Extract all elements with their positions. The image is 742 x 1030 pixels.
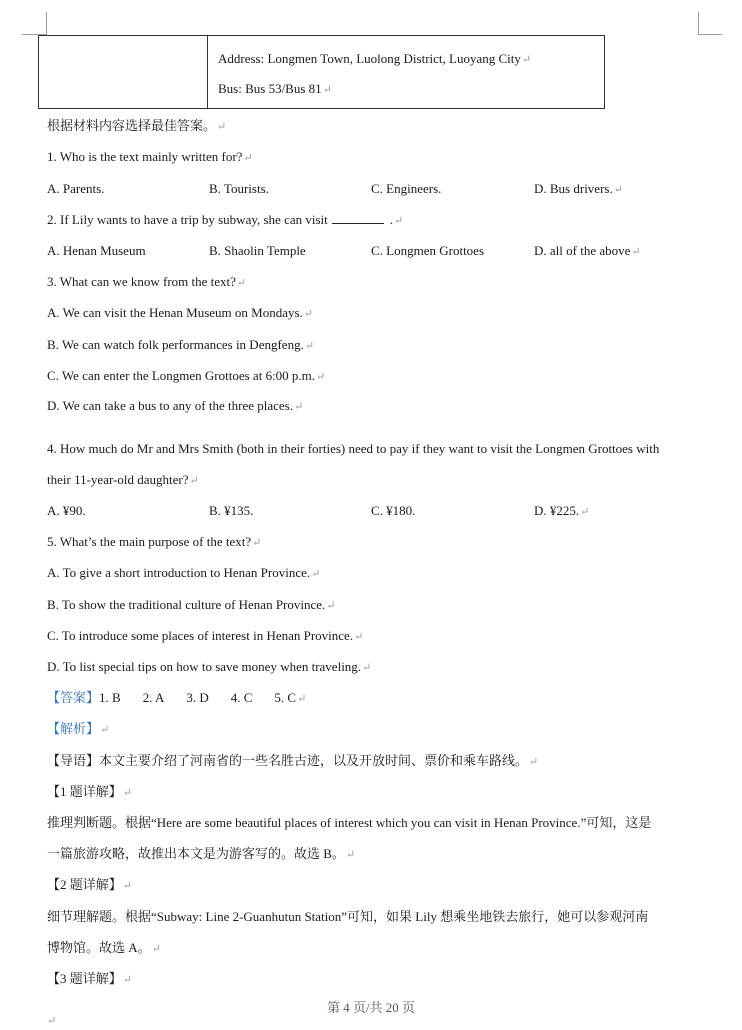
question-3-option-a: A. We can visit the Henan Museum on Mondays.↵ <box>47 305 314 320</box>
question-3-stem: 3. What can we know from the text?↵ <box>47 274 247 289</box>
question-5-option-b: B. To show the traditional culture of Henan Province.↵ <box>47 597 336 612</box>
question-4-option-b: B. ¥135. <box>209 503 254 518</box>
crop-mark-top-left-vertical <box>46 12 47 34</box>
analysis-tag: 【解析】↵ <box>47 721 110 736</box>
question-2-option-c: C. Longmen Grottoes <box>371 243 485 258</box>
question-5-option-c: C. To introduce some places of interest in Henan Province.↵ <box>47 628 364 643</box>
instruction: 根据材料内容选择最佳答案。↵ <box>47 118 227 133</box>
question-2-option-d: D. all of the above↵ <box>534 243 641 258</box>
table-address: Address: Longmen Town, Luolong District, Luoyang City <box>218 51 521 66</box>
question-1-option-c: C. Engineers. <box>371 181 442 196</box>
question-2-stem: 2. If Lily wants to have a trip by subway, she can visit .↵ <box>47 212 404 227</box>
answer-tag: 【答案】 <box>47 690 100 705</box>
question-1-option-d: D. Bus drivers.↵ <box>534 181 623 196</box>
analysis-q1-line-2: 一篇旅游攻略，故推出本文是为游客写的。故选 B。↵ <box>47 846 356 861</box>
question-2-option-b: B. Shaolin Temple <box>209 243 306 258</box>
question-2-option-a: A. Henan Museum <box>47 243 146 258</box>
paragraph-mark-icon: ↵ <box>521 54 532 66</box>
answer-item: 3. D <box>186 690 209 705</box>
page-footer: 第 4 页/共 20 页 <box>326 1000 416 1015</box>
analysis-q2-line-2: 博物馆。故选 A。↵ <box>47 940 161 955</box>
answer-item: 4. C <box>230 690 253 705</box>
analysis-q2-line-1: 细节理解题。根据“Subway: Line 2-Guanhutun Station”可知，如果 Lily 想乘坐地铁去旅行，她可以参观河南 <box>47 909 649 924</box>
analysis-q2-title: 【2 题详解】↵ <box>47 877 132 892</box>
question-3-option-d: D. We can take a bus to any of the three places.↵ <box>47 398 304 413</box>
question-5-option-a: A. To give a short introduction to Henan Province.↵ <box>47 565 321 580</box>
info-table <box>38 35 605 109</box>
answer-item: 2. A <box>142 690 165 705</box>
table-bus: Bus: Bus 53/Bus 81 <box>218 81 322 96</box>
question-4-option-d: D. ¥225.↵ <box>534 503 590 518</box>
question-5-option-d: D. To list special tips on how to save money when traveling.↵ <box>47 659 372 674</box>
analysis-q3-title: 【3 题详解】↵ <box>47 971 132 986</box>
question-4-stem-line-1: 4. How much do Mr and Mrs Smith (both in their forties) need to pay if they want to visit the Longmen Grottoes with <box>47 441 660 456</box>
question-3-option-c: C. We can enter the Longmen Grottoes at 6:00 p.m.↵ <box>47 368 326 383</box>
table-cell-empty <box>39 36 208 109</box>
answer-line: 【答案】1. B 2. A 3. D 4. C 5. C↵ <box>47 690 307 705</box>
question-4-option-c: C. ¥180. <box>371 503 416 518</box>
paragraph-mark-icon: ↵ <box>322 84 332 96</box>
answer-blank <box>332 211 384 224</box>
analysis-q1-line-1: 推理判断题。根据“Here are some beautiful places of interest which you can visit in Henan Province.”可知，这是 <box>47 815 652 830</box>
question-5-stem: 5. What’s the main purpose of the text?↵ <box>47 534 262 549</box>
question-1-option-b: B. Tourists. <box>209 181 269 196</box>
crop-mark-top-right-vertical <box>698 12 699 34</box>
analysis-guide: 【导语】本文主要介绍了河南省的一些名胜古迹，以及开放时间、票价和乘车路线。↵ <box>47 753 539 768</box>
table-cell-info <box>208 36 605 109</box>
question-3-option-b: B. We can watch folk performances in Dengfeng.↵ <box>47 337 315 352</box>
analysis-q1-title: 【1 题详解】↵ <box>47 784 132 799</box>
question-1-stem: 1. Who is the text mainly written for?↵ <box>47 149 253 164</box>
answer-item: 1. B <box>99 690 121 705</box>
paragraph-mark-icon: ↵ <box>47 1015 57 1027</box>
answer-item: 5. C <box>274 690 297 705</box>
question-4-option-a: A. ¥90. <box>47 503 86 518</box>
crop-mark-top-right-horizontal <box>698 34 722 35</box>
question-4-stem-line-2: their 11-year-old daughter?↵ <box>47 472 199 487</box>
question-1-option-a: A. Parents. <box>47 181 105 196</box>
